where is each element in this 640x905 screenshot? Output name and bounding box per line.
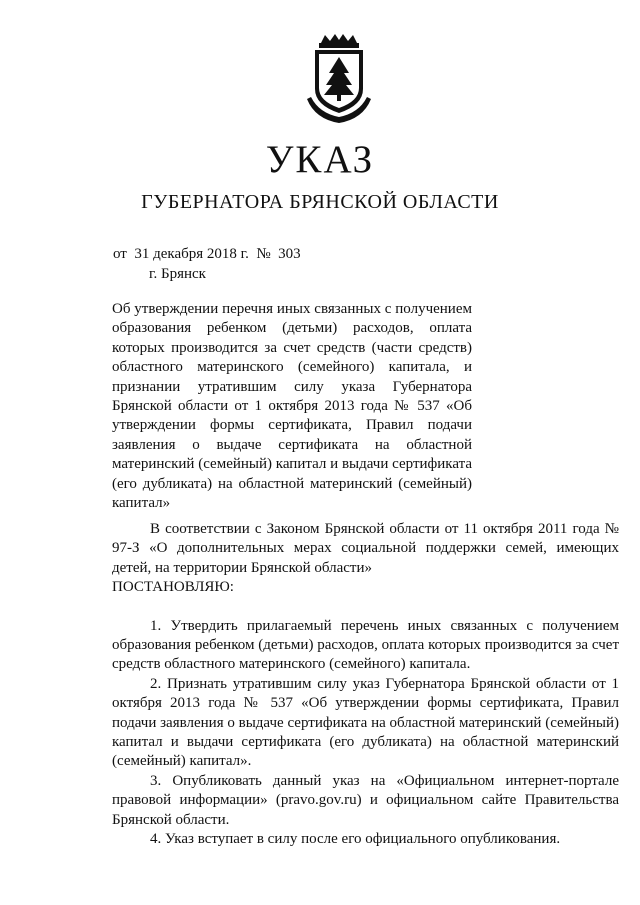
subject-heading: Об утверждении перечня иных связанных с получением образования ребенком (детьми) расходов, оплата которых производится за счет средств (части средств) областного материнского (семейного) капитала, и признании утратившим силу указа Губернатора Брянской области от 1 октября 2013 года № 537 «Об утверждении формы сертификата, Правил подачи заявления о выдаче сертификата на областной материнский (семейный) капитал и выдачи сертификата (его дубликата) на областной материнский (семейный) капитал»: [112, 301, 472, 512]
item-paragraph-2: 2. Признать утратившим силу указ Губернатора Брянской области от 1 октября 2013 года № 537 «Об утверждении формы сертификата, Правил подачи заявления о выдаче сертификата на областной материнский (семейный) капитал и выдачи сертификата (его дубликата) на областной материнский (семейный) капитал».: [112, 675, 619, 770]
document-body: [112, 520, 619, 850]
date-number-line: от 31 декабря 2018 г. № 303: [113, 246, 301, 262]
item-paragraph-1: 1. Утвердить прилагаемый перечень иных связанных с получением образования ребенком (детьми) расходов, оплата которых производится за счет средств областного материнского (семейного) капитала.: [112, 617, 619, 673]
document-meta: [113, 244, 301, 284]
document-subtitle: ГУБЕРНАТОРА БРЯНСКОЙ ОБЛАСТИ: [141, 191, 499, 213]
preamble-paragraph: В соответствии с Законом Брянской области от 11 октября 2011 года № 97-З «О дополнительных мерах социальной поддержки семей, имеющих детей, на территории Брянской области»: [112, 521, 619, 576]
item-paragraph-4: 4. Указ вступает в силу после его официального опубликования.: [150, 831, 561, 848]
place-line: г. Брянск: [149, 266, 206, 282]
item-paragraph-3: 3. Опубликовать данный указ на «Официальном интернет-портале правовой информации» (pravo.gov.ru) и официальном сайте Правительства Брянской области.: [112, 772, 619, 828]
decree-word: ПОСТАНОВЛЯЮ:: [112, 579, 234, 596]
document-title: УКАЗ: [265, 138, 375, 181]
bryansk-coat-of-arms-icon: [301, 33, 377, 125]
